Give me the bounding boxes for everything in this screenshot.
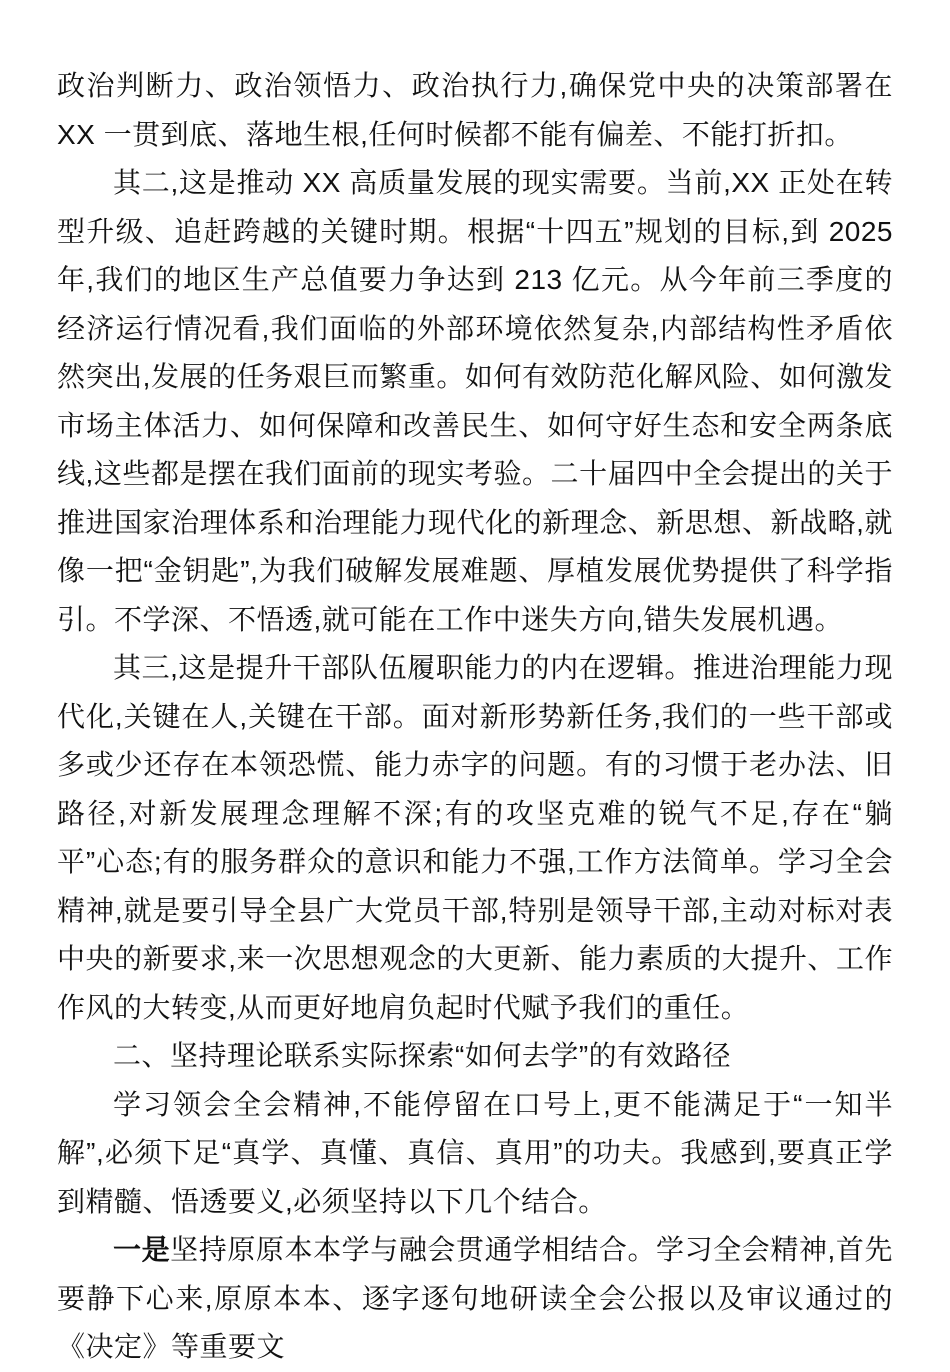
paragraph-yi-shi-body: 坚持原原本本学与融会贯通学相结合。学习全会精神,首先要静下心来,原原本本、逐字逐句地研读全会公报以及审议通过的《决定》等重要文: [57, 1234, 893, 1362]
paragraph-yi-shi: [57, 1226, 893, 1372]
section-heading: 二、坚持理论联系实际探索“如何去学”的有效路径: [113, 1040, 732, 1071]
bold-lead-yi-shi: 一是: [113, 1234, 171, 1265]
paragraph-qi-san: 其三,这是提升干部队伍履职能力的内在逻辑。推进治理能力现代化,关键在人,关键在干部。面对新形势新任务,我们的一些干部或多或少还存在本领恐慌、能力赤字的问题。有的习惯于老办法、旧路径,对新发展理念理解不深;有的攻坚克难的锐气不足,存在“躺平”心态;有的服务群众的意识和能力不强,工作方法简单。学习全会精神,就是要引导全县广大党员干部,特别是领导干部,主动对标对表中央的新要求,来一次思想观念的大更新、能力素质的大提升、工作作风的大转变,从而更好地肩负起时代赋予我们的重任。: [57, 652, 893, 1023]
paragraph-qi-er: 其二,这是推动 XX 高质量发展的现实需要。当前,XX 正处在转型升级、追赶跨越的关键时期。根据“十四五”规划的目标,到 2025 年,我们的地区生产总值要力争达到 213 亿元。从今年前三季度的经济运行情况看,我们面临的外部环境依然复杂,内部结构性矛盾依然突出,发展的任务艰巨而繁重。如何有效防范化解风险、如何激发市场主体活力、如何保障和改善民生、如何守好生态和安全两条底线,这些都是摆在我们面前的现实考验。二十届四中全会提出的关于推进国家治理体系和治理能力现代化的新理念、新思想、新战略,就像一把“金钥匙”,为我们破解发展难题、厚植发展优势提供了科学指引。不学深、不悟透,就可能在工作中迷失方向,错失发展机遇。: [57, 167, 893, 635]
paragraph-continuation: 政治判断力、政治领悟力、政治执行力,确保党中央的决策部署在 XX 一贯到底、落地生根,任何时候都不能有偏差、不能打折扣。: [57, 70, 893, 150]
paragraph-xuexi-linghui: 学习领会全会精神,不能停留在口号上,更不能满足于“一知半解”,必须下足“真学、真懂、真信、真用”的功夫。我感到,要真正学到精髓、悟透要义,必须坚持以下几个结合。: [57, 1088, 893, 1217]
